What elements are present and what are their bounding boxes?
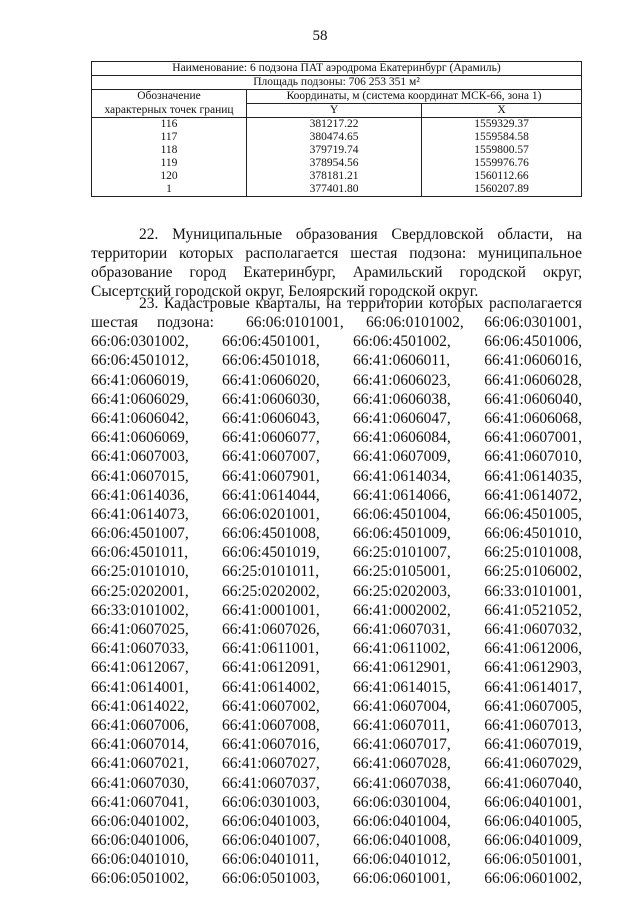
cell-y: 378954.56 bbox=[247, 157, 422, 170]
cell-point: 117 bbox=[92, 131, 247, 144]
cell-x: 1559976.76 bbox=[422, 157, 582, 170]
cadastral-code: 66:41:0607037, bbox=[222, 774, 320, 792]
cadastral-code: 66:41:0607004, bbox=[353, 697, 451, 715]
cadastral-code: 66:41:0607013, bbox=[484, 716, 582, 734]
cadastral-code: 66:41:0607040, bbox=[484, 774, 582, 792]
table-row bbox=[92, 131, 582, 144]
coordinates-table bbox=[91, 61, 582, 197]
cadastral-code: 66:06:0301004, bbox=[353, 793, 451, 811]
cadastral-code: 66:41:0614066, bbox=[353, 486, 451, 504]
codes-row bbox=[91, 716, 582, 735]
cadastral-code: 66:41:0001001, bbox=[222, 601, 320, 619]
cadastral-code: 66:41:0607011, bbox=[353, 716, 451, 734]
codes-rows bbox=[91, 332, 582, 888]
cadastral-code: 66:41:0607031, bbox=[353, 621, 451, 638]
codes-row bbox=[91, 582, 582, 601]
cell-y: 379719.74 bbox=[247, 144, 422, 157]
codes-row bbox=[91, 428, 582, 447]
cadastral-code: 66:41:0607005, bbox=[484, 697, 582, 715]
cell-point: 120 bbox=[92, 170, 247, 183]
codes-row bbox=[91, 390, 582, 409]
cadastral-code: 66:06:0101001, bbox=[246, 314, 344, 331]
cadastral-code: 66:06:0401004, bbox=[353, 812, 451, 830]
p22-line-4: Сысертский городской округ, Белоярский городской округ. bbox=[91, 283, 479, 300]
codes-row bbox=[91, 371, 582, 390]
cadastral-code: 66:41:0606029, bbox=[91, 390, 189, 408]
cadastral-code: 66:25:0106002, bbox=[484, 563, 582, 581]
cadastral-code: 66:41:0614022, bbox=[91, 697, 189, 715]
cadastral-code: 66:41:0606047, bbox=[353, 409, 451, 427]
table-row bbox=[92, 157, 582, 170]
cadastral-code: 66:41:0614034, bbox=[353, 467, 451, 485]
cadastral-code: 66:41:0606023, bbox=[353, 371, 451, 389]
cell-y: 378181.21 bbox=[247, 170, 422, 183]
codes-row bbox=[91, 562, 582, 581]
cadastral-code: 66:25:0202002, bbox=[222, 582, 320, 600]
p22-line-3: образование город Екатеринбург, Арамильский городской округ, bbox=[91, 264, 582, 281]
p23-line-1: 23. Кадастровые кварталы, на территории которых располагается bbox=[139, 295, 582, 312]
cadastral-code: 66:25:0101011, bbox=[222, 563, 320, 581]
cadastral-code: 66:41:0612091, bbox=[222, 659, 320, 677]
cadastral-code: 66:41:0607029, bbox=[484, 755, 582, 773]
cadastral-code: 66:41:0606068, bbox=[484, 409, 582, 427]
codes-row bbox=[91, 831, 582, 850]
cell-point: 116 bbox=[92, 118, 247, 132]
cadastral-code: 66:25:0105001, bbox=[353, 563, 451, 581]
codes-row bbox=[91, 351, 582, 370]
cell-x: 1560207.89 bbox=[422, 183, 582, 197]
cell-x: 1560112.66 bbox=[422, 170, 582, 183]
lead-word-2: подзона: bbox=[157, 314, 214, 331]
cadastral-code: 66:41:0607028, bbox=[353, 755, 451, 773]
codes-row bbox=[91, 467, 582, 486]
cadastral-code: 66:06:0101002, bbox=[366, 314, 464, 331]
cadastral-code: 66:41:0607006, bbox=[91, 716, 189, 734]
cadastral-code: 66:06:0401002, bbox=[91, 812, 189, 830]
cell-point: 1 bbox=[92, 183, 247, 197]
cadastral-code: 66:06:0501003, bbox=[222, 870, 320, 888]
cadastral-code: 66:41:0611002, bbox=[353, 640, 451, 658]
cadastral-code: 66:06:0601001, bbox=[353, 870, 451, 888]
cadastral-code: 66:41:0607001, bbox=[484, 429, 582, 447]
cadastral-code: 66:41:0606069, bbox=[91, 429, 189, 447]
codes-row bbox=[91, 812, 582, 831]
codes-row bbox=[91, 447, 582, 466]
cadastral-code: 66:33:0101001, bbox=[484, 582, 582, 600]
cell-x: 1559584.58 bbox=[422, 131, 582, 144]
codes-row bbox=[91, 620, 582, 639]
cadastral-code: 66:06:0401006, bbox=[91, 832, 189, 850]
cadastral-code: 66:06:0301003, bbox=[222, 793, 320, 811]
p22-line-1: 22. Муниципальные образования Свердловской области, на bbox=[139, 226, 582, 243]
codes-row bbox=[91, 486, 582, 505]
cadastral-code: 66:41:0614015, bbox=[353, 678, 451, 696]
table-row bbox=[92, 183, 582, 197]
cadastral-code: 66:41:0614017, bbox=[484, 678, 582, 696]
codes-row bbox=[91, 658, 582, 677]
cadastral-code: 66:06:0301001, bbox=[484, 314, 582, 331]
page-number: 58 bbox=[312, 28, 328, 44]
table-row bbox=[92, 144, 582, 157]
cadastral-code: 66:41:0607901, bbox=[222, 467, 320, 485]
cadastral-code: 66:41:0614072, bbox=[484, 486, 582, 504]
cell-x: 1559800.57 bbox=[422, 144, 582, 157]
codes-row bbox=[91, 601, 582, 620]
cadastral-code: 66:41:0606030, bbox=[222, 390, 320, 408]
cadastral-code: 66:06:4501012, bbox=[91, 352, 189, 370]
cadastral-code: 66:06:4501007, bbox=[91, 525, 189, 543]
cadastral-code: 66:06:0501001, bbox=[484, 851, 582, 869]
header-coordinates: Координаты, м (система координат МСК-66, зона 1) bbox=[247, 90, 582, 104]
cadastral-code: 66:41:0607021, bbox=[91, 755, 189, 773]
cadastral-code: 66:41:0607030, bbox=[91, 774, 189, 792]
cadastral-code: 66:06:4501009, bbox=[353, 525, 451, 543]
cadastral-code: 66:25:0101008, bbox=[484, 544, 582, 562]
codes-row bbox=[91, 409, 582, 428]
cadastral-code: 66:06:0401010, bbox=[91, 851, 189, 869]
cadastral-code: 66:41:0612067, bbox=[91, 659, 189, 677]
cell-y: 381217.22 bbox=[247, 118, 422, 132]
codes-row bbox=[91, 524, 582, 543]
cadastral-code: 66:41:0614035, bbox=[484, 467, 582, 485]
cadastral-code: 66:41:0606077, bbox=[222, 429, 320, 447]
cadastral-code: 66:06:4501008, bbox=[222, 525, 320, 543]
lead-word-1: шестая bbox=[91, 314, 139, 331]
cadastral-code: 66:06:0501002, bbox=[91, 870, 189, 888]
cell-y: 377401.80 bbox=[247, 183, 422, 197]
cadastral-code: 66:41:0611001, bbox=[222, 640, 320, 658]
codes-row bbox=[91, 697, 582, 716]
codes-row bbox=[91, 850, 582, 869]
cadastral-code: 66:41:0612901, bbox=[353, 659, 451, 677]
cadastral-code: 66:41:0614001, bbox=[91, 678, 189, 696]
cadastral-code: 66:06:0401009, bbox=[484, 832, 582, 850]
header-y: Y bbox=[247, 104, 422, 118]
cadastral-code: 66:41:0607033, bbox=[91, 640, 189, 658]
cadastral-code: 66:06:4501011, bbox=[91, 544, 189, 562]
cadastral-code: 66:06:4501019, bbox=[222, 544, 320, 562]
cadastral-code: 66:41:0606020, bbox=[222, 371, 320, 389]
cadastral-code: 66:41:0607017, bbox=[353, 736, 451, 754]
cadastral-code: 66:41:0606016, bbox=[484, 352, 582, 370]
cadastral-code: 66:06:4501018, bbox=[222, 352, 320, 370]
cadastral-code: 66:41:0607007, bbox=[222, 448, 320, 466]
cadastral-code: 66:41:0607002, bbox=[222, 697, 320, 715]
cadastral-code: 66:06:0401011, bbox=[222, 851, 320, 869]
table-body bbox=[92, 118, 582, 197]
paragraph-23 bbox=[91, 294, 582, 313]
cadastral-code: 66:41:0606040, bbox=[484, 390, 582, 408]
cadastral-code: 66:25:0202001, bbox=[91, 582, 189, 600]
codes-first-row bbox=[91, 313, 582, 332]
cadastral-code: 66:41:0607016, bbox=[222, 736, 320, 754]
cadastral-code: 66:06:0201001, bbox=[222, 505, 320, 523]
cadastral-code: 66:25:0101007, bbox=[353, 544, 451, 562]
cadastral-code: 66:06:0601002, bbox=[484, 870, 582, 888]
codes-row bbox=[91, 774, 582, 793]
cadastral-code: 66:06:0401001, bbox=[484, 793, 582, 811]
cell-y: 380474.65 bbox=[247, 131, 422, 144]
cadastral-code: 66:41:0606019, bbox=[91, 371, 189, 389]
cadastral-code: 66:33:0101002, bbox=[91, 601, 189, 619]
cadastral-code: 66:25:0101010, bbox=[91, 563, 189, 581]
header-x: X bbox=[422, 104, 582, 118]
cadastral-code: 66:41:0606043, bbox=[222, 409, 320, 427]
cadastral-code: 66:41:0607041, bbox=[91, 793, 189, 811]
codes-row bbox=[91, 869, 582, 888]
cadastral-code: 66:41:0607014, bbox=[91, 736, 189, 754]
p22-line-2: территории которых располагается шестая подзона: муниципальное bbox=[91, 245, 582, 262]
cadastral-code: 66:41:0614073, bbox=[91, 505, 189, 523]
cadastral-code: 66:06:4501001, bbox=[222, 333, 320, 351]
cadastral-code: 66:06:4501004, bbox=[353, 505, 451, 523]
cadastral-code: 66:41:0607026, bbox=[222, 621, 320, 638]
codes-row bbox=[91, 332, 582, 351]
cadastral-code: 66:41:0607032, bbox=[484, 621, 582, 638]
codes-row bbox=[91, 639, 582, 658]
codes-row bbox=[91, 543, 582, 562]
cadastral-code: 66:41:0606084, bbox=[353, 429, 451, 447]
cell-x: 1559329.37 bbox=[422, 118, 582, 132]
cadastral-code: 66:41:0614036, bbox=[91, 486, 189, 504]
header-designation: Обозначение bbox=[92, 90, 247, 104]
cell-point: 118 bbox=[92, 144, 247, 157]
cadastral-code: 66:06:4501010, bbox=[484, 525, 582, 543]
cadastral-code: 66:41:0606038, bbox=[353, 390, 451, 408]
cadastral-code: 66:41:0607027, bbox=[222, 755, 320, 773]
cadastral-code: 66:41:0612903, bbox=[484, 659, 582, 677]
codes-row bbox=[91, 505, 582, 524]
codes-row bbox=[91, 754, 582, 773]
cadastral-code: 66:41:0607015, bbox=[91, 467, 189, 485]
cadastral-code: 66:41:0606028, bbox=[484, 371, 582, 389]
cadastral-code: 66:41:0607038, bbox=[353, 774, 451, 792]
cadastral-code: 66:06:4501006, bbox=[484, 333, 582, 351]
cadastral-code: 66:41:0607008, bbox=[222, 716, 320, 734]
cadastral-code: 66:06:4501005, bbox=[484, 505, 582, 523]
header-designation-cont: характерных точек границ bbox=[92, 104, 247, 118]
cadastral-code: 66:06:0401005, bbox=[484, 812, 582, 830]
codes-row bbox=[91, 678, 582, 697]
cadastral-code: 66:06:0401007, bbox=[222, 832, 320, 850]
cadastral-code: 66:06:4501002, bbox=[353, 333, 451, 351]
codes-row bbox=[91, 793, 582, 812]
table-row bbox=[92, 118, 582, 132]
cadastral-code: 66:25:0202003, bbox=[353, 582, 451, 600]
cadastral-code: 66:06:0401003, bbox=[222, 812, 320, 830]
cadastral-code: 66:06:0401012, bbox=[353, 851, 451, 869]
cadastral-code: 66:41:0607009, bbox=[353, 448, 451, 466]
cell-point: 119 bbox=[92, 157, 247, 170]
cadastral-code: 66:41:0607019, bbox=[484, 736, 582, 754]
cadastral-code: 66:41:0607010, bbox=[484, 448, 582, 466]
cadastral-code: 66:06:0401008, bbox=[353, 832, 451, 850]
cadastral-code: 66:41:0614002, bbox=[222, 678, 320, 696]
cadastral-code: 66:41:0614044, bbox=[222, 486, 320, 504]
cadastral-code: 66:06:0301002, bbox=[91, 333, 189, 351]
codes-row bbox=[91, 735, 582, 754]
table-title: Наименование: 6 подзона ПАТ аэродрома Екатеринбург (Арамиль) bbox=[92, 62, 582, 76]
cadastral-code: 66:41:0521052, bbox=[484, 601, 582, 619]
cadastral-code: 66:41:0002002, bbox=[353, 601, 451, 619]
table-row bbox=[92, 170, 582, 183]
cadastral-codes bbox=[91, 313, 582, 889]
cadastral-code: 66:41:0612006, bbox=[484, 640, 582, 658]
cadastral-code: 66:41:0606042, bbox=[91, 409, 189, 427]
paragraph-22 bbox=[91, 225, 582, 301]
cadastral-code: 66:41:0607025, bbox=[91, 621, 189, 638]
cadastral-code: 66:41:0606011, bbox=[353, 352, 451, 370]
table-area: Площадь подзоны: 706 253 351 м² bbox=[92, 76, 582, 90]
cadastral-code: 66:41:0607003, bbox=[91, 448, 189, 466]
